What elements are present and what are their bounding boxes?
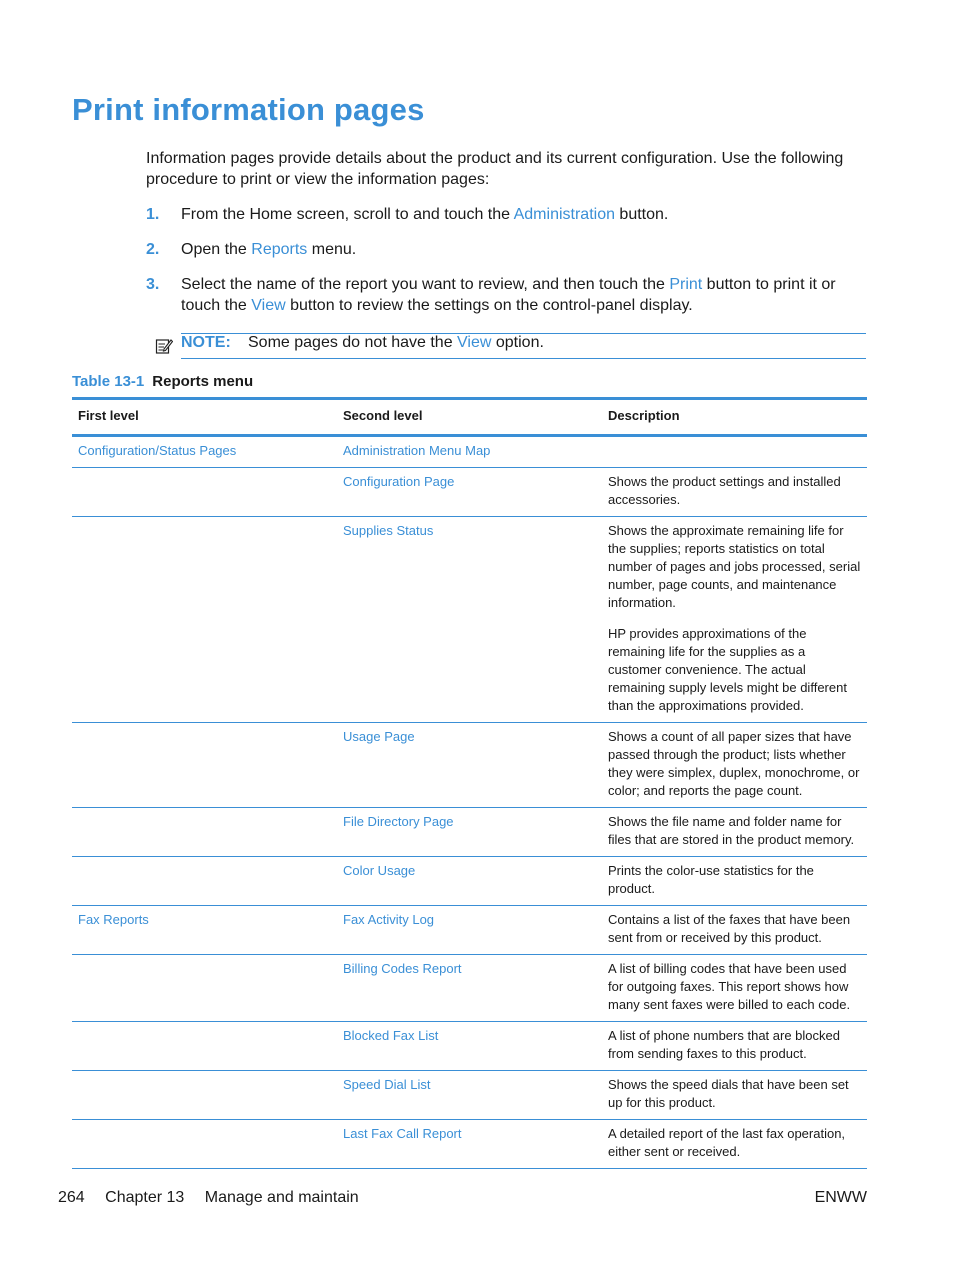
- page-number: 264: [58, 1189, 85, 1206]
- description-text: HP provides approximations of the remaining life for the supplies as a customer convenience. The actual remaining supply levels might be different than the approximations provided.: [608, 626, 847, 713]
- cell-description: [602, 436, 867, 468]
- second-level-link[interactable]: File Directory Page: [343, 814, 454, 829]
- table-row: [72, 857, 867, 906]
- cell-second-level: [337, 955, 602, 1022]
- table-row: [72, 1071, 867, 1120]
- footer-left: [58, 1188, 359, 1208]
- step-text: Open the Reports menu.: [181, 241, 357, 258]
- cell-second-level: [337, 906, 602, 955]
- table-header-row: [72, 399, 867, 436]
- description-text: A detailed report of the last fax operation, either sent or received.: [608, 1126, 846, 1159]
- second-level-link[interactable]: Fax Activity Log: [343, 912, 435, 927]
- cell-first-level: [72, 955, 337, 1022]
- table-body: [72, 436, 867, 1169]
- cell-second-level: [337, 1071, 602, 1120]
- cell-first-level: [72, 808, 337, 857]
- chapter-title: Manage and maintain: [204, 1189, 359, 1206]
- cell-description: [602, 857, 867, 906]
- table-row: [72, 808, 867, 857]
- step-number: 3.: [146, 276, 160, 293]
- second-level-link[interactable]: Color Usage: [343, 863, 416, 878]
- cell-description: [602, 1022, 867, 1071]
- cell-description: [602, 723, 867, 808]
- cell-second-level: [337, 723, 602, 808]
- cell-first-level: [72, 906, 337, 955]
- step-number: 2.: [146, 241, 160, 258]
- table-row: [72, 955, 867, 1022]
- description-text: Shows the product settings and installed accessories.: [608, 474, 841, 507]
- step-number: 1.: [146, 206, 160, 223]
- table-row: [72, 436, 867, 468]
- step-text: From the Home screen, scroll to and touch the Administration button.: [181, 206, 669, 223]
- cell-description: [602, 517, 867, 723]
- cell-second-level: [337, 436, 602, 468]
- description-text: Contains a list of the faxes that have been sent from or received by this product.: [608, 912, 851, 945]
- first-level-link[interactable]: Configuration/Status Pages: [78, 443, 237, 458]
- cell-second-level: [337, 857, 602, 906]
- cell-first-level: [72, 436, 337, 468]
- note-text: Some pages do not have the View option.: [248, 334, 544, 351]
- second-level-link[interactable]: Usage Page: [343, 729, 415, 744]
- header-description: Description: [602, 399, 867, 436]
- view-link[interactable]: View: [251, 297, 286, 314]
- note-label: NOTE:: [181, 334, 231, 351]
- chapter-label: Chapter 13: [105, 1189, 185, 1206]
- note-pencil-icon: [155, 337, 173, 355]
- description-text: Shows a count of all paper sizes that have passed through the product; lists whether they were simplex, duplex, monochrome, or color; and reports the page count.: [608, 729, 860, 798]
- cell-first-level: [72, 1120, 337, 1169]
- table-row: [72, 1022, 867, 1071]
- table-number: Table 13-1: [72, 373, 145, 390]
- description-text: Shows the approximate remaining life for the supplies; reports statistics on total number of pages and jobs processed, serial number, page counts, and maintenance information.: [608, 523, 861, 610]
- cell-first-level: [72, 468, 337, 517]
- second-level-link[interactable]: Blocked Fax List: [343, 1028, 439, 1043]
- print-link[interactable]: Print: [669, 276, 703, 293]
- administration-link[interactable]: Administration: [513, 206, 615, 223]
- cell-description: [602, 906, 867, 955]
- cell-description: [602, 1120, 867, 1169]
- header-first-level: First level: [72, 399, 337, 436]
- cell-second-level: [337, 1120, 602, 1169]
- second-level-link[interactable]: Supplies Status: [343, 523, 434, 538]
- table-row: [72, 1120, 867, 1169]
- second-level-link[interactable]: Administration Menu Map: [343, 443, 491, 458]
- second-level-link[interactable]: Billing Codes Report: [343, 961, 462, 976]
- first-level-link[interactable]: Fax Reports: [78, 912, 149, 927]
- description-text: A list of billing codes that have been used for outgoing faxes. This report shows how many sent faxes were billed to each code.: [608, 961, 851, 1012]
- table-row: [72, 723, 867, 808]
- table-row: [72, 517, 867, 723]
- cell-first-level: [72, 1071, 337, 1120]
- second-level-link[interactable]: Speed Dial List: [343, 1077, 431, 1092]
- reports-link[interactable]: Reports: [251, 241, 308, 258]
- table-row: [72, 468, 867, 517]
- cell-second-level: [337, 517, 602, 723]
- cell-first-level: [72, 857, 337, 906]
- cell-description: [602, 955, 867, 1022]
- footer-right: ENWW: [814, 1189, 867, 1206]
- second-level-link[interactable]: Last Fax Call Report: [343, 1126, 462, 1141]
- description-text: Shows the speed dials that have been set up for this product.: [608, 1077, 849, 1110]
- cell-description: [602, 468, 867, 517]
- cell-first-level: [72, 517, 337, 723]
- reports-menu-table: [72, 397, 867, 1169]
- cell-description: [602, 808, 867, 857]
- table-caption: [72, 373, 253, 390]
- view-link[interactable]: View: [457, 334, 492, 351]
- cell-second-level: [337, 468, 602, 517]
- description-text: A list of phone numbers that are blocked from sending faxes to this product.: [608, 1028, 840, 1061]
- intro-paragraph: Information pages provide details about the product and its current configuration. Use the following procedure to print or view the information pages:: [146, 150, 844, 188]
- table-title: Reports menu: [152, 373, 254, 390]
- note-box: [181, 333, 866, 359]
- step-text: Select the name of the report you want to review, and then touch the Print button to print it or touch the View button to review the settings on the control-panel display.: [181, 276, 836, 314]
- description-text: Prints the color-use statistics for the product.: [608, 863, 814, 896]
- cell-first-level: [72, 723, 337, 808]
- cell-second-level: [337, 1022, 602, 1071]
- cell-second-level: [337, 808, 602, 857]
- table-row: [72, 906, 867, 955]
- second-level-link[interactable]: Configuration Page: [343, 474, 455, 489]
- cell-first-level: [72, 1022, 337, 1071]
- header-second-level: Second level: [337, 399, 602, 436]
- page-title: Print information pages: [72, 92, 425, 127]
- cell-description: [602, 1071, 867, 1120]
- description-text: Shows the file name and folder name for files that are stored in the product memory.: [608, 814, 855, 847]
